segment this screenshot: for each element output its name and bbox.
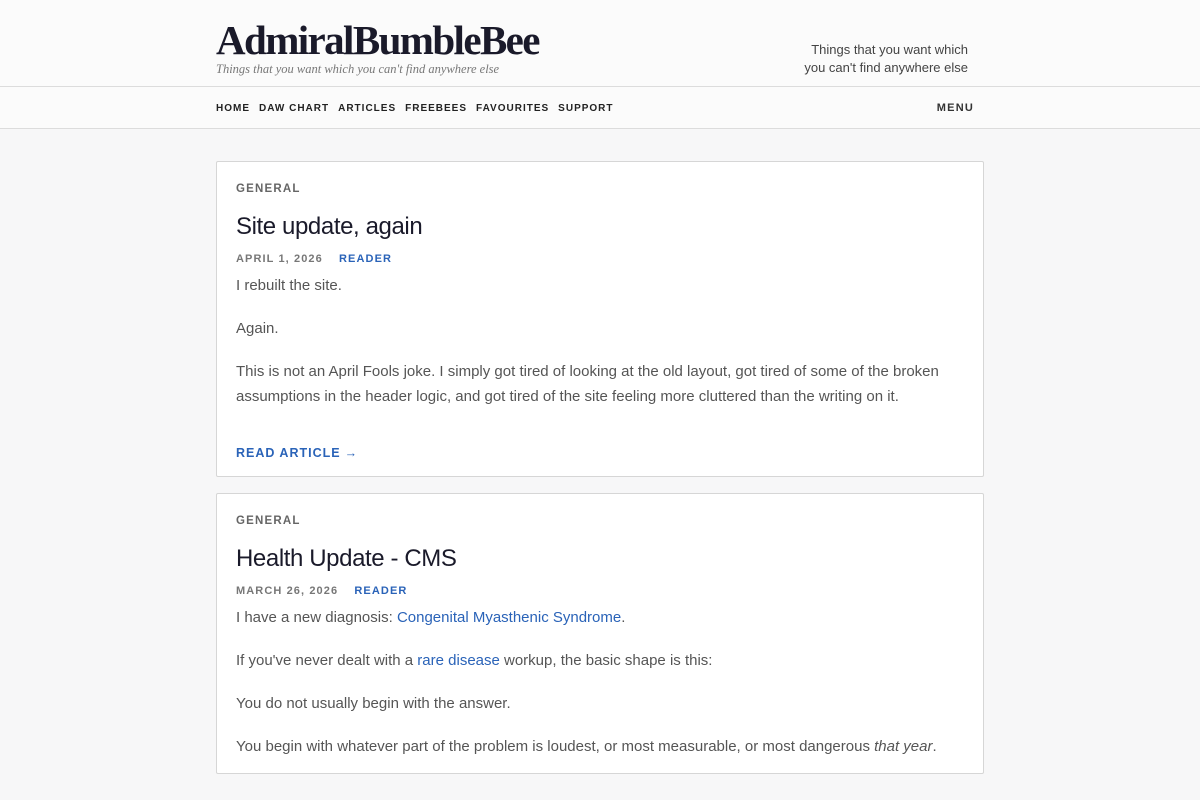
post-paragraph	[236, 734, 964, 759]
post-meta	[236, 584, 964, 598]
post-list	[216, 161, 984, 790]
post-title[interactable]: Health Update - CMS	[236, 545, 457, 572]
post-paragraph: Again.	[236, 320, 279, 337]
post-card	[216, 493, 984, 774]
nav-item-freebees[interactable]: FREEBEES	[405, 102, 468, 114]
nav-items	[216, 87, 623, 129]
paragraph-text: If you've never dealt with a	[236, 652, 418, 669]
post-author-link[interactable]: READER	[339, 253, 393, 265]
tagline-line-1: Things that you want which	[811, 42, 968, 57]
site-title[interactable]: AdmiralBumbleBee	[216, 17, 539, 63]
post-paragraph: This is not an April Fools joke. I simply got tired of looking at the old layout, got tired of some of the broken assumptions in the header logic, and got tired of the site feeling more cluttered than the writing on it.	[236, 363, 939, 405]
post-paragraph: I rebuilt the site.	[236, 277, 342, 294]
post-paragraph	[236, 648, 964, 673]
post-paragraph	[236, 605, 964, 630]
nav-item-articles[interactable]: ARTICLES	[338, 102, 397, 114]
paragraph-text: .	[932, 738, 937, 755]
post-paragraph: You do not usually begin with the answer.	[236, 695, 511, 712]
main-nav	[0, 87, 1200, 129]
paragraph-text: workup, the basic shape is this:	[499, 652, 713, 669]
post-meta	[236, 252, 964, 266]
congenital-myasthenic-syndrome-link[interactable]: Congenital Myasthenic Syndrome	[396, 609, 622, 626]
tagline-line-2: you can't find anywhere else	[804, 60, 968, 75]
nav-item-support[interactable]: SUPPORT	[558, 102, 614, 114]
site-subtitle: Things that you want which you can't find anywhere else	[216, 62, 500, 76]
read-article-label: READ ARTICLE	[236, 446, 341, 460]
menu-button[interactable]: MENU	[936, 102, 974, 114]
paragraph-text: I have a new diagnosis:	[236, 609, 397, 626]
post-category[interactable]: GENERAL	[236, 183, 301, 195]
rare-disease-link[interactable]: rare disease	[417, 652, 500, 669]
paragraph-text: .	[621, 609, 626, 626]
site-tagline	[728, 41, 968, 77]
read-article-link[interactable]	[236, 445, 358, 461]
nav-item-home[interactable]: HOME	[216, 102, 250, 114]
post-excerpt	[236, 273, 964, 409]
post-date: APRIL 1, 2026	[236, 253, 323, 265]
arrow-right-icon: →	[344, 446, 359, 460]
post-date: MARCH 26, 2026	[236, 585, 339, 597]
paragraph-text: You begin with whatever part of the problem is loudest, or most measurable, or most dangerous	[236, 738, 875, 755]
post-category[interactable]: GENERAL	[236, 515, 301, 527]
post-title[interactable]: Site update, again	[236, 213, 423, 240]
nav-item-favourites[interactable]: FAVOURITES	[476, 102, 550, 114]
site-header	[0, 0, 1200, 87]
post-excerpt	[236, 605, 964, 759]
post-card	[216, 161, 984, 477]
post-author-link[interactable]: READER	[354, 585, 408, 597]
emphasis-text: that year	[874, 738, 933, 755]
nav-item-daw-chart[interactable]: DAW CHART	[259, 102, 330, 114]
